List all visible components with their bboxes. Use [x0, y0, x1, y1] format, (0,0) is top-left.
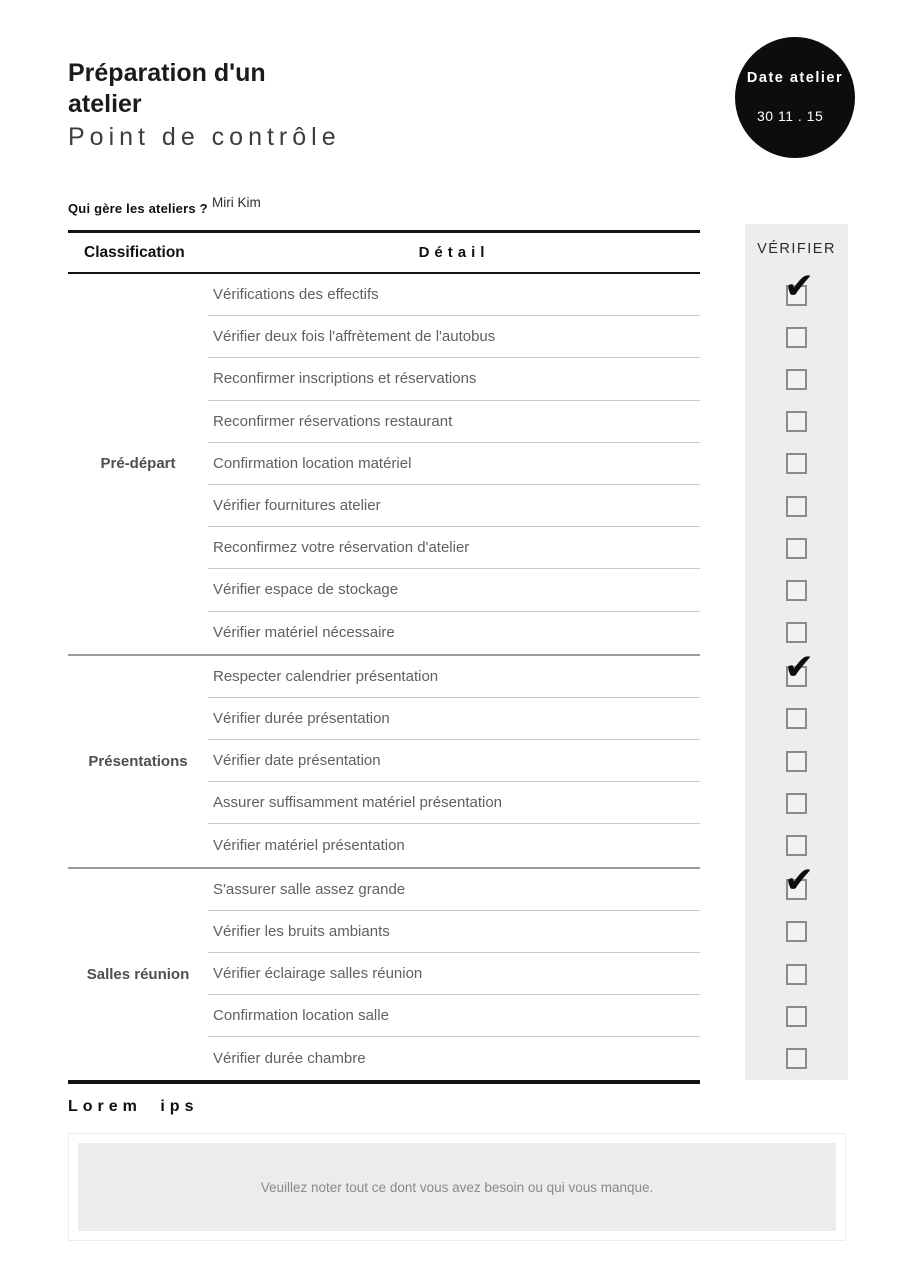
checklist-item-text: Reconfirmer inscriptions et réservations [213, 370, 477, 388]
table-section [68, 274, 700, 656]
checklist-row [208, 527, 700, 569]
column-header-detail: Détail [418, 244, 490, 261]
table-header [68, 233, 700, 274]
verify-cell [745, 265, 848, 316]
verify-cell [745, 995, 848, 1037]
checklist-row [208, 401, 700, 443]
table-body [68, 274, 700, 1084]
verify-cell [745, 740, 848, 782]
checklist-row [208, 911, 700, 953]
checklist-row [208, 953, 700, 995]
checklist-row [208, 1037, 700, 1079]
classification-label: Salles réunion [86, 965, 190, 983]
verify-cell [745, 485, 848, 527]
checkbox[interactable] [786, 369, 807, 390]
checklist-row [208, 485, 700, 527]
notes-box [68, 1133, 846, 1241]
checklist-item-text: Vérifier éclairage salles réunion [213, 965, 423, 983]
verify-column [745, 224, 848, 1080]
detail-rows [208, 274, 700, 654]
checkbox[interactable] [786, 327, 807, 348]
checkbox[interactable] [786, 453, 807, 474]
date-badge-value: 30 11 . 15 [757, 108, 824, 124]
verify-cell [745, 698, 848, 740]
checklist-item-text: Vérifier matériel nécessaire [213, 624, 395, 642]
checklist-row [208, 316, 700, 358]
checklist-item-text: Vérifications des effectifs [213, 286, 379, 304]
verify-cell [745, 1037, 848, 1079]
checkbox[interactable] [784, 860, 815, 902]
checkbox[interactable] [786, 793, 807, 814]
checkbox[interactable] [786, 921, 807, 942]
checklist-item-text: Vérifier durée chambre [213, 1049, 366, 1067]
checkbox[interactable] [786, 1006, 807, 1027]
checklist-row [208, 358, 700, 400]
column-header-classification: Classification [84, 243, 185, 261]
checkbox[interactable] [786, 964, 807, 985]
verify-cell [745, 647, 848, 698]
checklist-row [208, 869, 700, 911]
notes-section [68, 1098, 846, 1241]
checkbox[interactable] [786, 411, 807, 432]
checkbox[interactable] [784, 647, 815, 689]
checklist-item-text: Vérifier les bruits ambiants [213, 922, 390, 940]
checklist-row [208, 995, 700, 1037]
checklist-item-text: Assurer suffisamment matériel présentation [213, 794, 503, 812]
checklist-item-text: Respecter calendrier présentation [213, 667, 439, 685]
classification-label: Présentations [88, 752, 188, 770]
date-badge [735, 37, 855, 158]
verify-cell [745, 782, 848, 824]
checklist-item-text: Vérifier durée présentation [213, 709, 390, 727]
verify-cell [745, 953, 848, 995]
notes-input[interactable]: Veuillez noter tout ce dont vous avez besoin ou qui vous manque. [78, 1143, 836, 1231]
checklist-item-text: Vérifier deux fois l'affrètement de l'autobus [213, 328, 496, 346]
date-badge-label: Date atelier [746, 70, 844, 86]
verify-cell [745, 401, 848, 443]
checklist-row [208, 740, 700, 782]
checklist-item-text: S'assurer salle assez grande [213, 880, 406, 898]
verify-cell [745, 443, 848, 485]
checklist-item-text: Confirmation location salle [213, 1007, 389, 1025]
checkbox[interactable] [786, 708, 807, 729]
checklist-row [208, 656, 700, 698]
checklist-row [208, 274, 700, 316]
checklist-table [68, 230, 700, 1084]
checklist-item-text: Vérifier date présentation [213, 752, 381, 770]
checklist-item-text: Vérifier matériel présentation [213, 837, 405, 855]
checklist-item-text: Confirmation location matériel [213, 454, 412, 472]
verify-cell [745, 860, 848, 911]
checklist-row [208, 698, 700, 740]
column-header-verify: VÉRIFIER [757, 241, 836, 257]
checklist-item-text: Reconfirmer réservations restaurant [213, 412, 453, 430]
verify-cell [745, 569, 848, 611]
checkbox[interactable] [786, 538, 807, 559]
detail-rows [208, 869, 700, 1080]
verify-cell [745, 527, 848, 569]
checkmark-icon: ✔ [784, 647, 815, 689]
page-title-line2: atelier [68, 90, 142, 118]
checklist-row [208, 443, 700, 485]
page-subtitle: Point de contrôle [68, 123, 341, 151]
checkbox[interactable] [786, 622, 807, 643]
table-section [68, 869, 700, 1080]
classification-label: Pré-départ [100, 455, 176, 473]
checklist-item-text: Vérifier espace de stockage [213, 581, 399, 599]
verify-cell [745, 911, 848, 953]
checkmark-icon: ✔ [784, 265, 815, 307]
checkbox[interactable] [786, 751, 807, 772]
page-title-line1: Préparation d'un [68, 59, 266, 87]
checkbox[interactable] [786, 496, 807, 517]
checkmark-icon: ✔ [784, 860, 815, 902]
notes-heading: Lorem ips [68, 1098, 199, 1115]
checklist-row [208, 612, 700, 654]
title-block [68, 58, 341, 152]
checklist-row [208, 782, 700, 824]
verify-cell [745, 316, 848, 358]
checkbox[interactable] [786, 1048, 807, 1069]
checklist-item-text: Reconfirmez votre réservation d'atelier [213, 539, 470, 557]
checkbox[interactable] [786, 835, 807, 856]
checkbox[interactable] [786, 580, 807, 601]
manager-line [68, 195, 700, 228]
manager-value: Miri Kim [212, 195, 261, 210]
manager-label: Qui gère les ateliers ? [68, 201, 208, 216]
verify-cell [745, 358, 848, 400]
checklist-row [208, 824, 700, 866]
checklist-item-text: Vérifier fournitures atelier [213, 497, 381, 515]
checkbox[interactable] [784, 265, 815, 307]
verify-cells [745, 265, 848, 1080]
detail-rows [208, 656, 700, 867]
checklist-row [208, 569, 700, 611]
table-section [68, 656, 700, 869]
